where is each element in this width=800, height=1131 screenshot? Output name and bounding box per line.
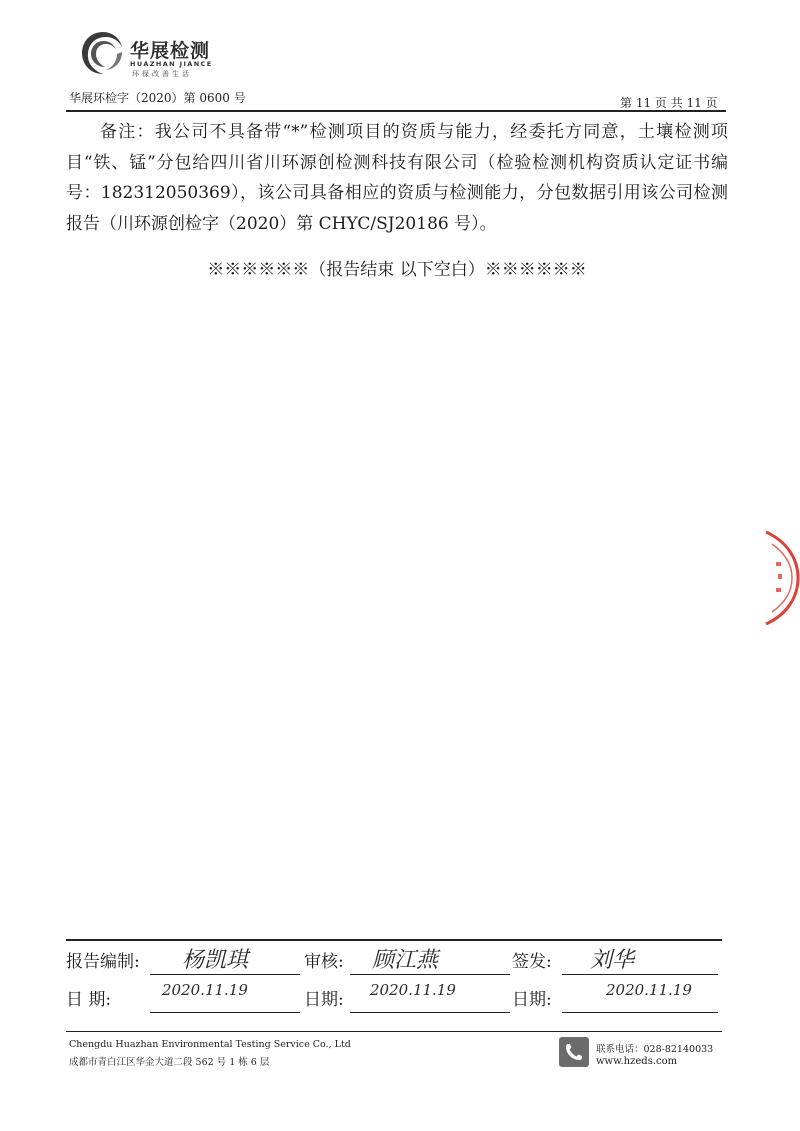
prepared-by-line <box>150 974 300 975</box>
logo-name: 华展检测 <box>130 40 211 62</box>
review-date-line <box>350 1012 510 1013</box>
issue-date-label: 日期: <box>512 990 552 1010</box>
company-english-name: Chengdu Huazhan Environmental Testing Service Co., Ltd <box>69 1039 351 1050</box>
issuer-label: 签发: <box>512 952 552 972</box>
company-website-link[interactable]: www.hzeds.com <box>596 1056 678 1067</box>
prepared-by-label: 报告编制: <box>66 952 140 972</box>
reviewer-label: 审核: <box>304 952 344 972</box>
contact-phone: 联系电话：028-82140033 <box>596 1044 714 1055</box>
signature-block-top-rule <box>66 939 722 941</box>
footer-divider <box>66 1031 722 1032</box>
report-number: 华展环检字（2020）第 0600 号 <box>69 91 246 105</box>
review-date-value: 2020.11.19 <box>370 981 456 999</box>
issue-date-value: 2020.11.19 <box>606 981 692 999</box>
issuer-line <box>562 974 718 975</box>
company-address: 成都市青白江区华金大道二段 562 号 1 栋 6 层 <box>69 1057 270 1068</box>
issuer-signature: 刘华 <box>590 948 635 973</box>
header-divider <box>66 110 726 112</box>
company-logo <box>78 28 238 86</box>
page-indicator: 第 11 页 共 11 页 <box>620 96 718 110</box>
date-row <box>66 981 726 1015</box>
reviewer-line <box>350 974 510 975</box>
reviewer-signature: 顾江燕 <box>372 948 439 973</box>
logo-slogan: 环保改善生活 <box>132 70 192 78</box>
prepared-by-signature: 杨凯琪 <box>182 948 249 973</box>
prepared-date-label: 日 期: <box>66 990 112 1010</box>
issue-date-line <box>562 1012 718 1013</box>
phone-icon <box>559 1037 589 1067</box>
swirl-logo-icon <box>78 28 128 78</box>
remarks-paragraph: 备注：我公司不具备带“*”检测项目的资质与能力，经委托方同意，土壤检测项目“铁、锰”分包给四川省川环源创检测科技有限公司（检验检测机构资质认定证书编号：182312050369），该公司具备相应的资质与检测能力，分包数据引用该公司检测报告（川环源创检字（2020）第 CHYC/SJ20186 号）。 <box>66 122 728 234</box>
signature-row <box>66 947 726 977</box>
end-of-report-mark: ※※※※※※（报告结束 以下空白）※※※※※※ <box>207 260 587 280</box>
logo-pinyin: HUAZHAN JIANCE <box>130 60 213 68</box>
prepared-date-line <box>150 1012 300 1013</box>
review-date-label: 日期: <box>304 990 344 1010</box>
prepared-date-value: 2020.11.19 <box>162 981 248 999</box>
red-seal-fragment-icon <box>764 528 800 628</box>
